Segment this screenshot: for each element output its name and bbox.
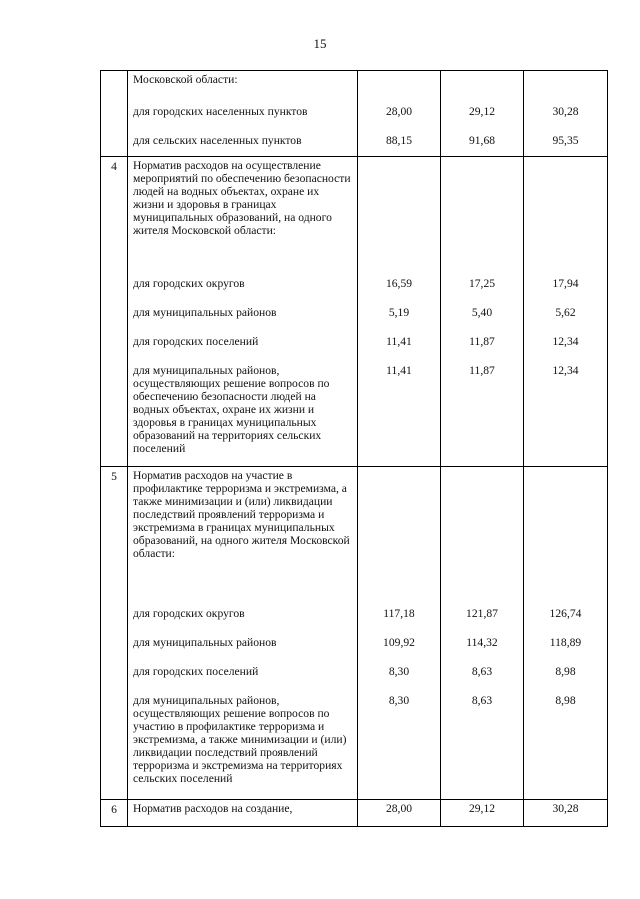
value-cell: 11,41 <box>386 335 412 348</box>
row-description <box>128 800 358 827</box>
row-description <box>128 71 358 157</box>
value-column-1 <box>358 800 441 827</box>
line-text: Норматив расходов на создание, <box>133 802 293 815</box>
value-cell: 118,89 <box>549 636 582 649</box>
value-column-2 <box>441 467 524 800</box>
row-description <box>128 157 358 467</box>
value-cell <box>524 71 607 103</box>
value-cell: 12,34 <box>552 335 579 348</box>
row-number <box>101 71 128 157</box>
line-text: для городских поселений <box>133 665 259 678</box>
value-cell <box>524 157 607 275</box>
row-number: 6 <box>101 800 128 827</box>
norms-table <box>100 70 608 827</box>
value-cell: 29,12 <box>468 802 496 815</box>
row-number: 4 <box>101 157 128 467</box>
table-row <box>101 71 608 157</box>
line-text: для муниципальных районов <box>133 306 277 319</box>
value-cell: 28,00 <box>385 802 413 815</box>
value-column-2 <box>441 800 524 827</box>
value-cell: 95,35 <box>552 134 579 147</box>
value-cell <box>358 467 440 605</box>
line-text: для городских округов <box>133 607 245 620</box>
value-cell <box>441 157 523 275</box>
line-text: Норматив расходов на участие в профилактике терроризма и экстремизма, а также минимизации и (или) ликвидации последствий проявлений терроризма и экстремизма в границах муниципальных образований, на одного жителя Московской области: <box>133 469 350 560</box>
value-cell: 117,18 <box>383 607 415 620</box>
value-cell: 30,28 <box>552 105 579 118</box>
value-column-2 <box>441 157 524 467</box>
line-text: для городских населенных пунктов <box>133 105 308 118</box>
value-cell: 88,15 <box>385 134 413 147</box>
line-text: Норматив расходов на осуществление мероприятий по обеспечению безопасности людей на водных объектах, охране их жизни и здоровья в границах муниципальных образований, на одного жителя Московской области: <box>133 159 351 237</box>
value-column-3 <box>524 467 608 800</box>
line-text: для городских округов <box>133 277 245 290</box>
value-cell: 91,68 <box>468 134 496 147</box>
value-cell: 126,74 <box>549 607 582 620</box>
page-number: 15 <box>313 36 327 51</box>
table-row <box>101 157 608 467</box>
table-row <box>101 467 608 800</box>
value-cell: 29,12 <box>468 105 496 118</box>
value-column-1 <box>358 157 441 467</box>
value-cell: 30,28 <box>552 802 579 815</box>
value-cell: 11,41 <box>386 364 412 377</box>
value-cell: 28,00 <box>385 105 413 118</box>
value-column-1 <box>358 467 441 800</box>
line-text: для муниципальных районов <box>133 636 277 649</box>
value-cell <box>358 157 440 275</box>
value-column-3 <box>524 800 608 827</box>
value-cell: 109,92 <box>383 636 415 649</box>
value-cell <box>358 71 440 103</box>
value-cell: 8,98 <box>555 665 576 678</box>
line-text: для городских поселений <box>133 335 259 348</box>
value-cell: 8,63 <box>471 694 493 707</box>
value-cell: 16,59 <box>385 277 413 290</box>
value-cell: 8,98 <box>555 694 576 707</box>
row-number: 5 <box>101 467 128 800</box>
value-cell: 5,40 <box>471 306 493 319</box>
value-cell <box>524 467 607 605</box>
value-cell: 12,34 <box>552 364 579 377</box>
value-column-1 <box>358 71 441 157</box>
value-column-3 <box>524 157 608 467</box>
line-text: Московской области: <box>133 73 238 86</box>
value-cell <box>441 71 523 103</box>
line-text: для муниципальных районов, осуществляющих решение вопросов по обеспечению безопасности людей на водных объектах, охране их жизни и здоровья в границах муниципальных образований на территориях сельских поселений <box>133 364 330 455</box>
line-text: для муниципальных районов, осуществляющих решение вопросов по участию в профилактике терроризма и экстремизма, а также минимизации и (или) ликвидации последствий проявлений терроризма и экстремизма на территориях сельских поселений <box>133 694 347 785</box>
value-cell: 17,94 <box>552 277 579 290</box>
value-cell: 5,19 <box>388 306 410 319</box>
value-cell: 8,63 <box>471 665 493 678</box>
value-cell <box>441 467 523 605</box>
value-column-3 <box>524 71 608 157</box>
table-row <box>101 800 608 827</box>
line-text: для сельских населенных пунктов <box>133 134 302 147</box>
value-cell: 114,32 <box>466 636 498 649</box>
value-cell: 11,87 <box>469 335 495 348</box>
value-cell: 17,25 <box>468 277 496 290</box>
row-description <box>128 467 358 800</box>
value-column-2 <box>441 71 524 157</box>
value-cell: 5,62 <box>555 306 576 319</box>
value-cell: 11,87 <box>469 364 495 377</box>
value-cell: 8,30 <box>388 665 410 678</box>
value-cell: 8,30 <box>388 694 410 707</box>
value-cell: 121,87 <box>466 607 498 620</box>
